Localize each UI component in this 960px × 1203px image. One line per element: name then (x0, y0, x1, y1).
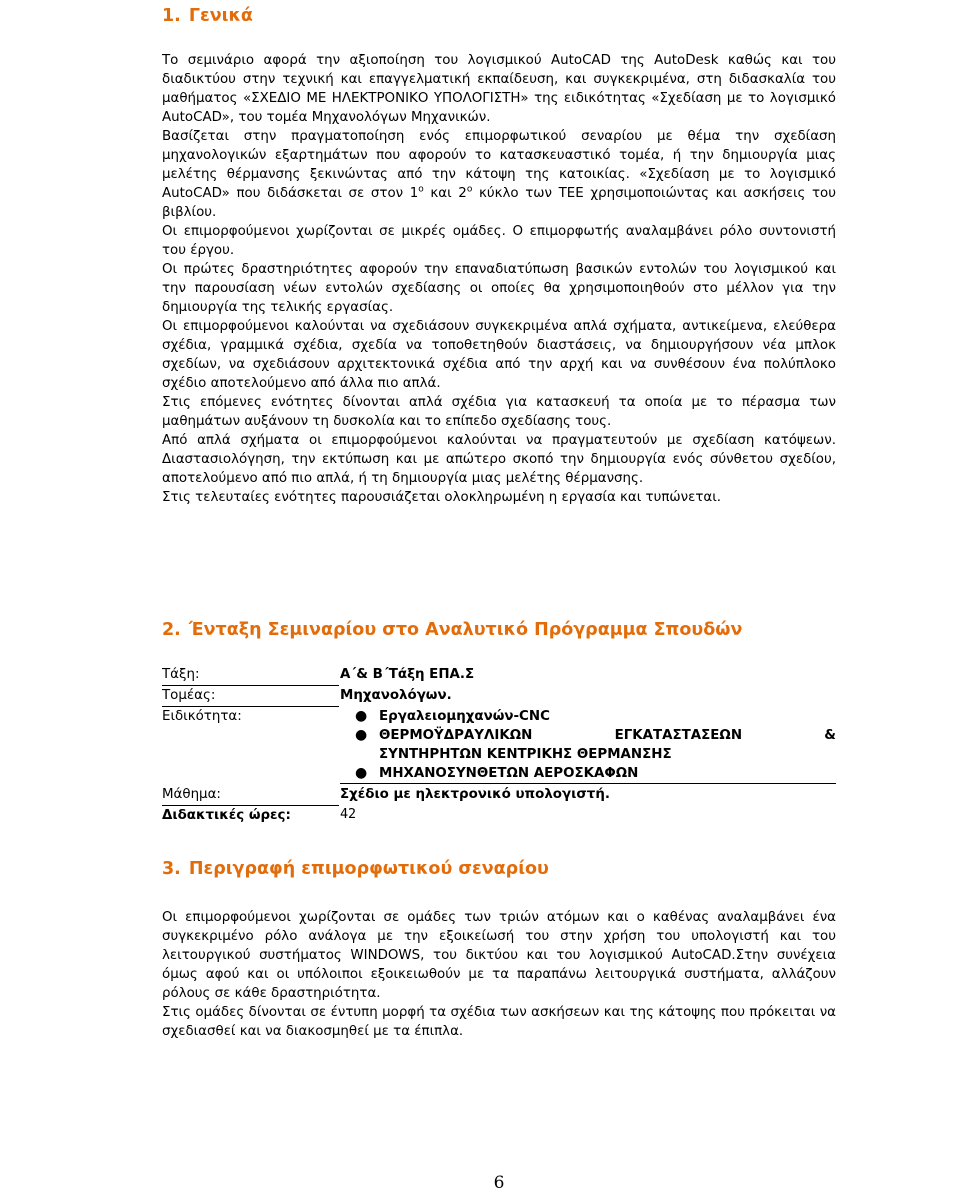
list-item (340, 764, 836, 784)
hours-label: Διδακτικές ώρες: (162, 807, 291, 823)
section-1-body (162, 51, 836, 507)
section-2-number: 2. (162, 620, 181, 640)
section-3-number: 3. (162, 859, 181, 879)
section-1-paragraph-1: Το σεμινάριο αφορά την αξιοποίηση του λογισμικού AutoCAD της AutoDesk καθώς και του διαδικτύου στην τεχνική και επαγγελματική εκπαίδευση, και συγκεκριμένα, στη διδασκαλία του μαθήματος «ΣΧΕΔΙΟ ΜΕ ΗΛΕΚΤΡΟΝΙΚΟ ΥΠΟΛΟΓΙΣΤΗ» της ειδικότητας «Σχεδίαση με το λογισμικό AutoCAD», του τομέα Μηχανολόγων Μηχανικών. (162, 53, 836, 125)
section-1-paragraph-7: Από απλά σχήματα οι επιμορφούμενοι καλούνται να πραγματευτούν με σχεδίαση κατόψεων. Διαστασιολόγηση, την εκτύπωση και με απώτερο σκοπό την δημιουργία ενός σύνθετου σχεδίου, αποτελούμενο από πιο απλά, ή τη δημιουργία μιας μελέτης θέρμανσης. (162, 433, 836, 486)
specialty-list-cell (339, 707, 836, 785)
section-1-paragraph-6: Στις επόμενες ενότητες δίνονται απλά σχέδια για κατασκευή τα οποία με το πέρασμα των μαθημάτων αυξάνουν τη δυσκολία και το επίπεδο σχεδίασης τους. (162, 395, 836, 429)
section-1-title: Γενικά (188, 6, 253, 26)
superscript-2: ο (466, 184, 473, 195)
course-label: Μάθημα: (162, 785, 339, 806)
specialty-3: ΜΗΧΑΝΟΣΥΝΘΕΤΩΝ ΑΕΡΟΣΚΑΦΩΝ (379, 765, 639, 781)
bullet-icon: ● (355, 764, 368, 781)
specialty-2-word-3: & (824, 727, 836, 743)
specialty-list (340, 707, 836, 784)
section-3-heading (162, 859, 549, 879)
specialty-2-first-line (379, 726, 836, 745)
section-3-title: Περιγραφή επιμορφωτικού σεναρίου (188, 859, 549, 879)
section-1-paragraph-5: Οι επιμορφούμενοι καλούνται να σχεδιάσουν συγκεκριμένα απλά σχήματα, αντικείμενα, ελεύθερα σχέδια, γραμμικά σχέδια, σχεδία να τοποθετηθούν διαστάσεις, να δημιουργήσουν νέα μπλοκ σχεδίων, να σχεδιάσουν αρχιτεκτονικά σχέδια από την αρχή και να συνθέσουν ένα πολύπλοκο σχέδιο αποτελούμενο από άλλα πιο απλά. (162, 319, 836, 391)
section-3-paragraph-1: Οι επιμορφούμενοι χωρίζονται σε ομάδες των τριών ατόμων και ο καθένας αναλαμβάνει ένα συγκεκριμένο ρόλο ανάλογα με την εξοικείωσή του στην χρήση του υπολογιστή και του λειτουργικού συστήματος WINDOWS, του δικτύου και του λογισμικού AutoCAD.Στην συνέχεια όμως αφού και οι υπόλοιποι εξοικειωθούν με τα παραπάνω λειτουργικά συστήματα, αλλάζουν ρόλους σε κάθε δραστηριότητα. (162, 910, 836, 1001)
sector-value: Μηχανολόγων. (340, 687, 452, 703)
hours-value: 42 (340, 807, 357, 822)
list-item (340, 707, 836, 726)
table-row (162, 785, 836, 806)
section-1-paragraph-8: Στις τελευταίες ενότητες παρουσιάζεται ολοκληρωμένη η εργασία και τυπώνεται. (162, 490, 722, 505)
class-value: Α΄& Β΄Τάξη ΕΠΑ.Σ (340, 667, 475, 682)
curriculum-table (162, 665, 836, 826)
section-2-title: Ένταξη Σεμιναρίου στο Αναλυτικό Πρόγραμμα Σπουδών (188, 620, 743, 640)
section-1-paragraph-2 (162, 127, 836, 222)
superscript-1: ο (418, 184, 424, 195)
section-1-number: 1. (162, 6, 181, 26)
paragraph-2-text-b: και 2 (423, 186, 467, 201)
bullet-icon: ● (355, 707, 368, 724)
specialty-2-word-1: ΘΕΡΜΟΫΔΡΑΥΛΙΚΩΝ (379, 727, 533, 743)
section-1-heading (162, 6, 253, 26)
section-3-paragraph-2: Στις ομάδες δίνονται σε έντυπη μορφή τα σχέδια των ασκήσεων και της κάτοψης που πρόκειται να σχεδιασθεί και να διακοσμηθεί με τα έπιπλα. (162, 1005, 836, 1039)
specialty-1: Εργαλειομηχανών-CNC (379, 708, 550, 724)
list-item (340, 726, 836, 764)
table-row (162, 686, 836, 707)
section-3-body (162, 908, 836, 1041)
section-2-heading (162, 620, 742, 640)
bullet-icon: ● (355, 726, 368, 743)
specialty-2-second-line: ΣΥΝΤΗΡΗΤΩΝ ΚΕΝΤΡΙΚΗΣ ΘΕΡΜΑΝΣΗΣ (379, 746, 672, 762)
specialty-2-word-2: ΕΓΚΑΤΑΣΤΑΣΕΩΝ (614, 727, 743, 743)
page-number: 6 (493, 1173, 505, 1193)
paragraph-2-text-a: Βασίζεται στην πραγματοποίηση ενός επιμορφωτικού σεναρίου με θέμα την σχεδίαση μηχανολογικών εξαρτημάτων που αφορούν το κατασκευαστικό τομέα, ή την δημιουργία μιας μελέτης θέρμανσης ξεκινώντας από την κάτοψη της κατοικίας. «Σχεδίαση με το λογισμικό AutoCAD» που διδάσκεται σε στον 1 (162, 129, 836, 201)
specialty-label: Ειδικότητα: (162, 709, 242, 724)
table-row (162, 665, 836, 686)
class-label: Τάξη: (162, 665, 339, 686)
table-row (162, 707, 836, 785)
section-1-paragraph-3: Οι επιμορφούμενοι χωρίζονται σε μικρές ομάδες. Ο επιμορφωτής αναλαμβάνει ρόλο συντονιστή του έργου. (162, 224, 836, 258)
table-row (162, 805, 836, 826)
sector-label: Τομέας: (162, 686, 339, 707)
section-1-paragraph-4: Οι πρώτες δραστηριότητες αφορούν την επαναδιατύπωση βασικών εντολών του λογισμικού και την παρουσίαση νέων εντολών σχεδίασης οι οποίες θα χρησιμοποιηθούν στο μέλλον για την δημιουργία της τελικής εργασίας. (162, 262, 836, 315)
paragraph-2-text-c: κύκλο των ΤΕΕ χρησιμοποιώντας και ασκήσεις του βιβλίου. (162, 186, 836, 220)
course-value: Σχέδιο με ηλεκτρονικό υπολογιστή. (340, 786, 610, 802)
